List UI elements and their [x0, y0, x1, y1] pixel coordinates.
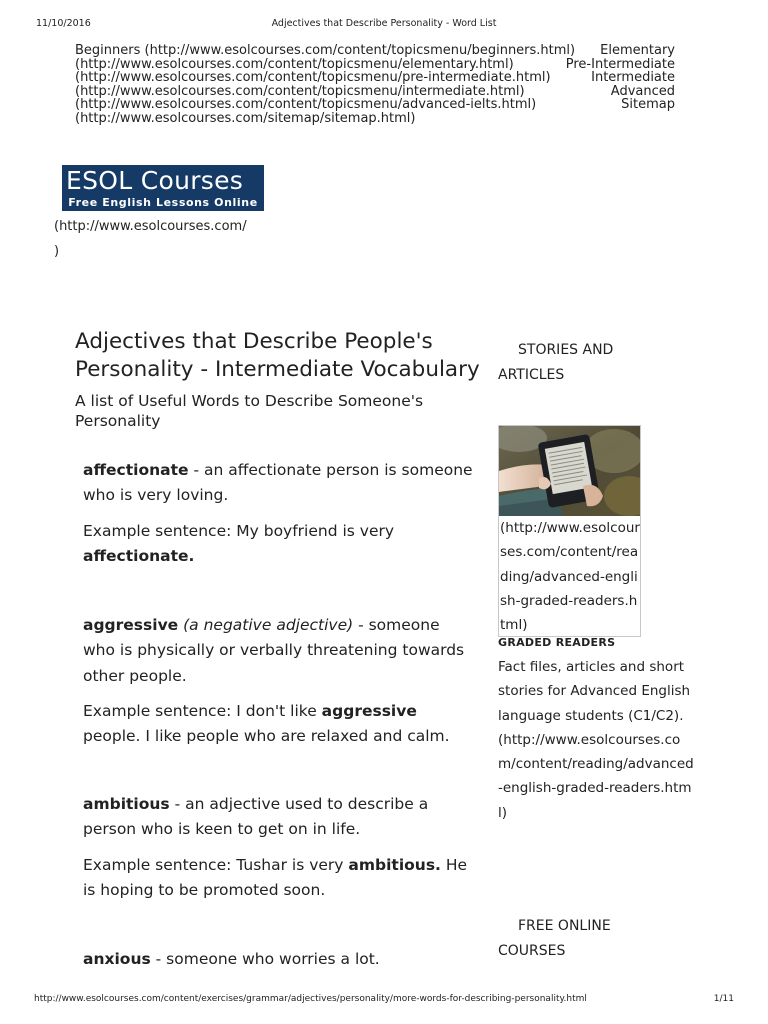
sidebar-heading-text: COURSES [498, 942, 566, 959]
example-text: people. I like people who are relaxed and calm. [83, 727, 450, 746]
entry-word: aggressive [83, 616, 179, 634]
nav-link-intermediate-url[interactable]: (http://www.esolcourses.com/content/topicsmenu/intermediate.html) [75, 83, 525, 99]
sidebar-heading-text: FREE ONLINE [518, 918, 611, 934]
example-text: Example sentence: Tushar is very [83, 855, 349, 874]
ereader-photo [499, 426, 641, 516]
nav-link-beginners[interactable]: Beginners (http://www.esolcourses.com/content/topicsmenu/beginners.html) [75, 43, 576, 58]
nav-link-sitemap[interactable]: Sitemap [621, 97, 675, 113]
example-word: aggressive [321, 701, 417, 720]
word-entry [83, 613, 475, 749]
word-entry [83, 792, 475, 903]
graded-readers-description-text: Fact files, articles and short stories for Advanced English language students (C1/C2). [498, 659, 691, 724]
logo-name: ESOL Courses [66, 166, 244, 195]
logo-link-text: ) [54, 244, 60, 259]
nav-row [75, 85, 675, 99]
nav-link-pre-intermediate-url[interactable]: (http://www.esolcourses.com/content/topicsmenu/pre-intermediate.html) [75, 70, 551, 86]
definition-text: - someone who is physically or verbally threatening towards other people. [83, 616, 465, 685]
entry-word: affectionate [83, 461, 189, 479]
nav-row [75, 58, 675, 72]
entry-definition [83, 792, 475, 843]
example-word: ambitious. [348, 855, 441, 874]
definition-text: - an adjective used to describe a person who is keen to get on in life. [83, 795, 429, 839]
example-text: Example sentence: My boyfriend is very [83, 521, 395, 540]
page-title: Adjectives that Describe People's Personality - Intermediate Vocabulary [75, 329, 480, 382]
logo-link-text: (http://www.esolcourses.com/ [54, 219, 247, 234]
graded-readers-url[interactable]: (http://www.esolcourses.com/content/reading/advanced-english-graded-readers.html) [498, 731, 694, 821]
nav-link-advanced-url[interactable]: (http://www.esolcourses.com/content/topicsmenu/advanced-ielts.html) [75, 97, 537, 113]
logo-tagline: Free English Lessons Online [68, 196, 258, 209]
graded-readers-card[interactable] [498, 425, 641, 637]
entry-definition [83, 613, 475, 689]
entry-word: ambitious [83, 795, 170, 813]
sidebar-heading-text: STORIES AND [518, 342, 614, 358]
graded-readers-description [498, 655, 696, 825]
example-word: affectionate. [83, 546, 195, 565]
print-page-number: 1/11 [713, 994, 734, 1004]
example-sentence [83, 699, 475, 750]
nav-link-pre-intermediate[interactable]: Pre-Intermediate [565, 56, 675, 72]
nav-link-sitemap-url[interactable]: (http://www.esolcourses.com/sitemap/sitemap.html) [75, 110, 416, 126]
nav-row [75, 98, 675, 112]
nav-row [75, 71, 675, 85]
nav-link-intermediate[interactable]: Intermediate [591, 70, 675, 86]
entry-definition [83, 458, 475, 509]
print-date: 11/10/2016 [36, 18, 91, 29]
graded-readers-title[interactable]: GRADED READERS [498, 636, 616, 649]
example-sentence [83, 519, 475, 570]
entry-word: anxious [83, 950, 151, 968]
graded-readers-link[interactable]: (http://www.esolcourses.com/content/reading/advanced-english-graded-readers.html) [500, 520, 640, 634]
example-text: Example sentence: I don't like [83, 701, 322, 720]
nav-link-elementary-url[interactable]: (http://www.esolcourses.com/content/topicsmenu/elementary.html) [75, 56, 514, 72]
sidebar-heading-stories [498, 338, 688, 387]
nav-link-advanced[interactable]: Advanced [610, 83, 675, 99]
top-navigation [75, 44, 675, 126]
nav-link-elementary[interactable]: Elementary [600, 43, 675, 58]
sidebar-heading-text: ARTICLES [498, 366, 565, 383]
example-sentence [83, 853, 475, 904]
example-text: He is hoping to be promoted soon. [83, 855, 468, 899]
print-url: http://www.esolcourses.com/content/exercises/grammar/adjectives/personality/more-words-for-describing-personality.html [34, 994, 587, 1004]
sidebar-heading-courses [498, 914, 688, 963]
definition-text: - an affectionate person is someone who is very loving. [83, 461, 473, 505]
word-entry [83, 947, 475, 972]
entry-definition [83, 947, 475, 972]
print-title: Adjectives that Describe Personality - Word List [271, 18, 497, 29]
page-subtitle: A list of Useful Words to Describe Someone's Personality [75, 392, 424, 430]
site-logo[interactable] [62, 165, 264, 211]
nav-row [75, 44, 675, 58]
word-entry [83, 458, 475, 569]
logo-link[interactable] [54, 214, 269, 264]
nav-row [75, 112, 675, 126]
entry-note: (a negative adjective) [183, 616, 354, 634]
definition-text: - someone who worries a lot. [150, 950, 380, 968]
